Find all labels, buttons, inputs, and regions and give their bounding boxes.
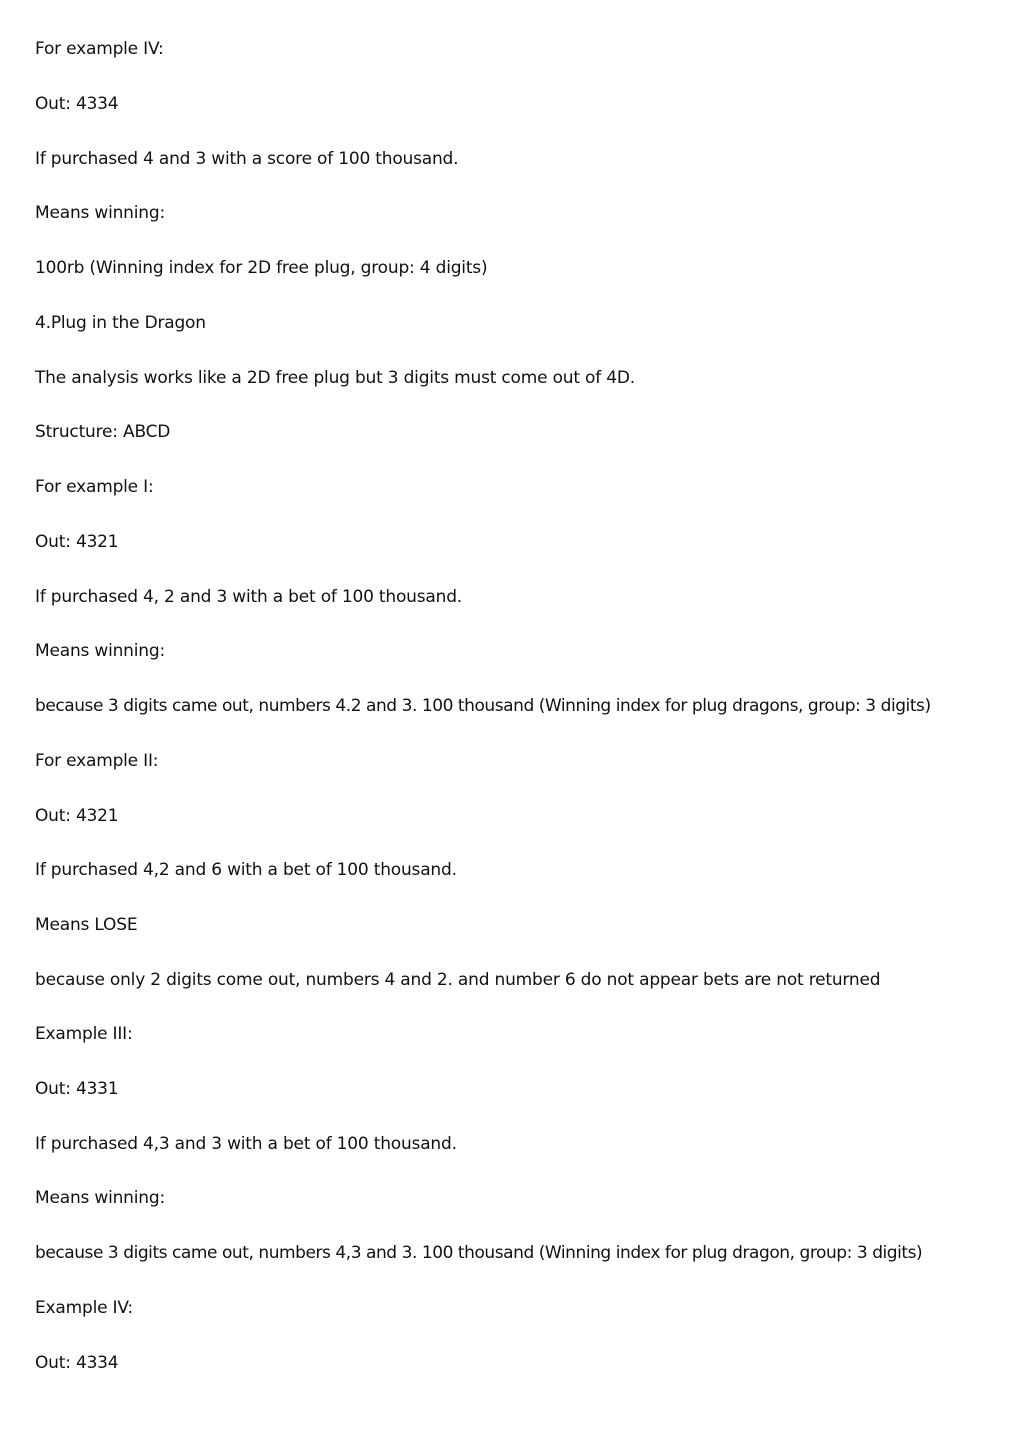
explanation-line: because 3 digits came out, numbers 4,3 and 3. 100 thousand (Winning index for plug dragon, group: 3 digits) <box>35 1243 923 1263</box>
explanation-line: 100rb (Winning index for 2D free plug, group: 4 digits) <box>35 258 488 278</box>
result-line: Out: 4321 <box>35 806 119 826</box>
example-heading: For example I: <box>35 477 154 497</box>
purchase-line: If purchased 4 and 3 with a score of 100 thousand. <box>35 149 459 169</box>
outcome-line: Means winning: <box>35 641 165 661</box>
purchase-line: If purchased 4, 2 and 3 with a bet of 100 thousand. <box>35 587 462 607</box>
purchase-line: If purchased 4,3 and 3 with a bet of 100 thousand. <box>35 1134 457 1154</box>
outcome-line: Means winning: <box>35 203 165 223</box>
example-heading: For example II: <box>35 751 159 771</box>
example-heading: Example III: <box>35 1024 133 1044</box>
example-heading: Example IV: <box>35 1298 133 1318</box>
purchase-line: If purchased 4,2 and 6 with a bet of 100 thousand. <box>35 860 457 880</box>
result-line: Out: 4334 <box>35 94 119 114</box>
example-heading: For example IV: <box>35 39 164 59</box>
outcome-line: Means winning: <box>35 1188 165 1208</box>
result-line: Out: 4321 <box>35 532 119 552</box>
result-line: Out: 4334 <box>35 1353 119 1373</box>
outcome-line: Means LOSE <box>35 915 138 935</box>
explanation-line: because 3 digits came out, numbers 4.2 and 3. 100 thousand (Winning index for plug dragons, group: 3 digits) <box>35 696 931 716</box>
structure-line: Structure: ABCD <box>35 422 171 442</box>
description-line: The analysis works like a 2D free plug but 3 digits must come out of 4D. <box>35 368 635 388</box>
result-line: Out: 4331 <box>35 1079 119 1099</box>
explanation-line: because only 2 digits come out, numbers 4 and 2. and number 6 do not appear bets are not returned <box>35 970 881 990</box>
section-heading: 4.Plug in the Dragon <box>35 313 206 333</box>
